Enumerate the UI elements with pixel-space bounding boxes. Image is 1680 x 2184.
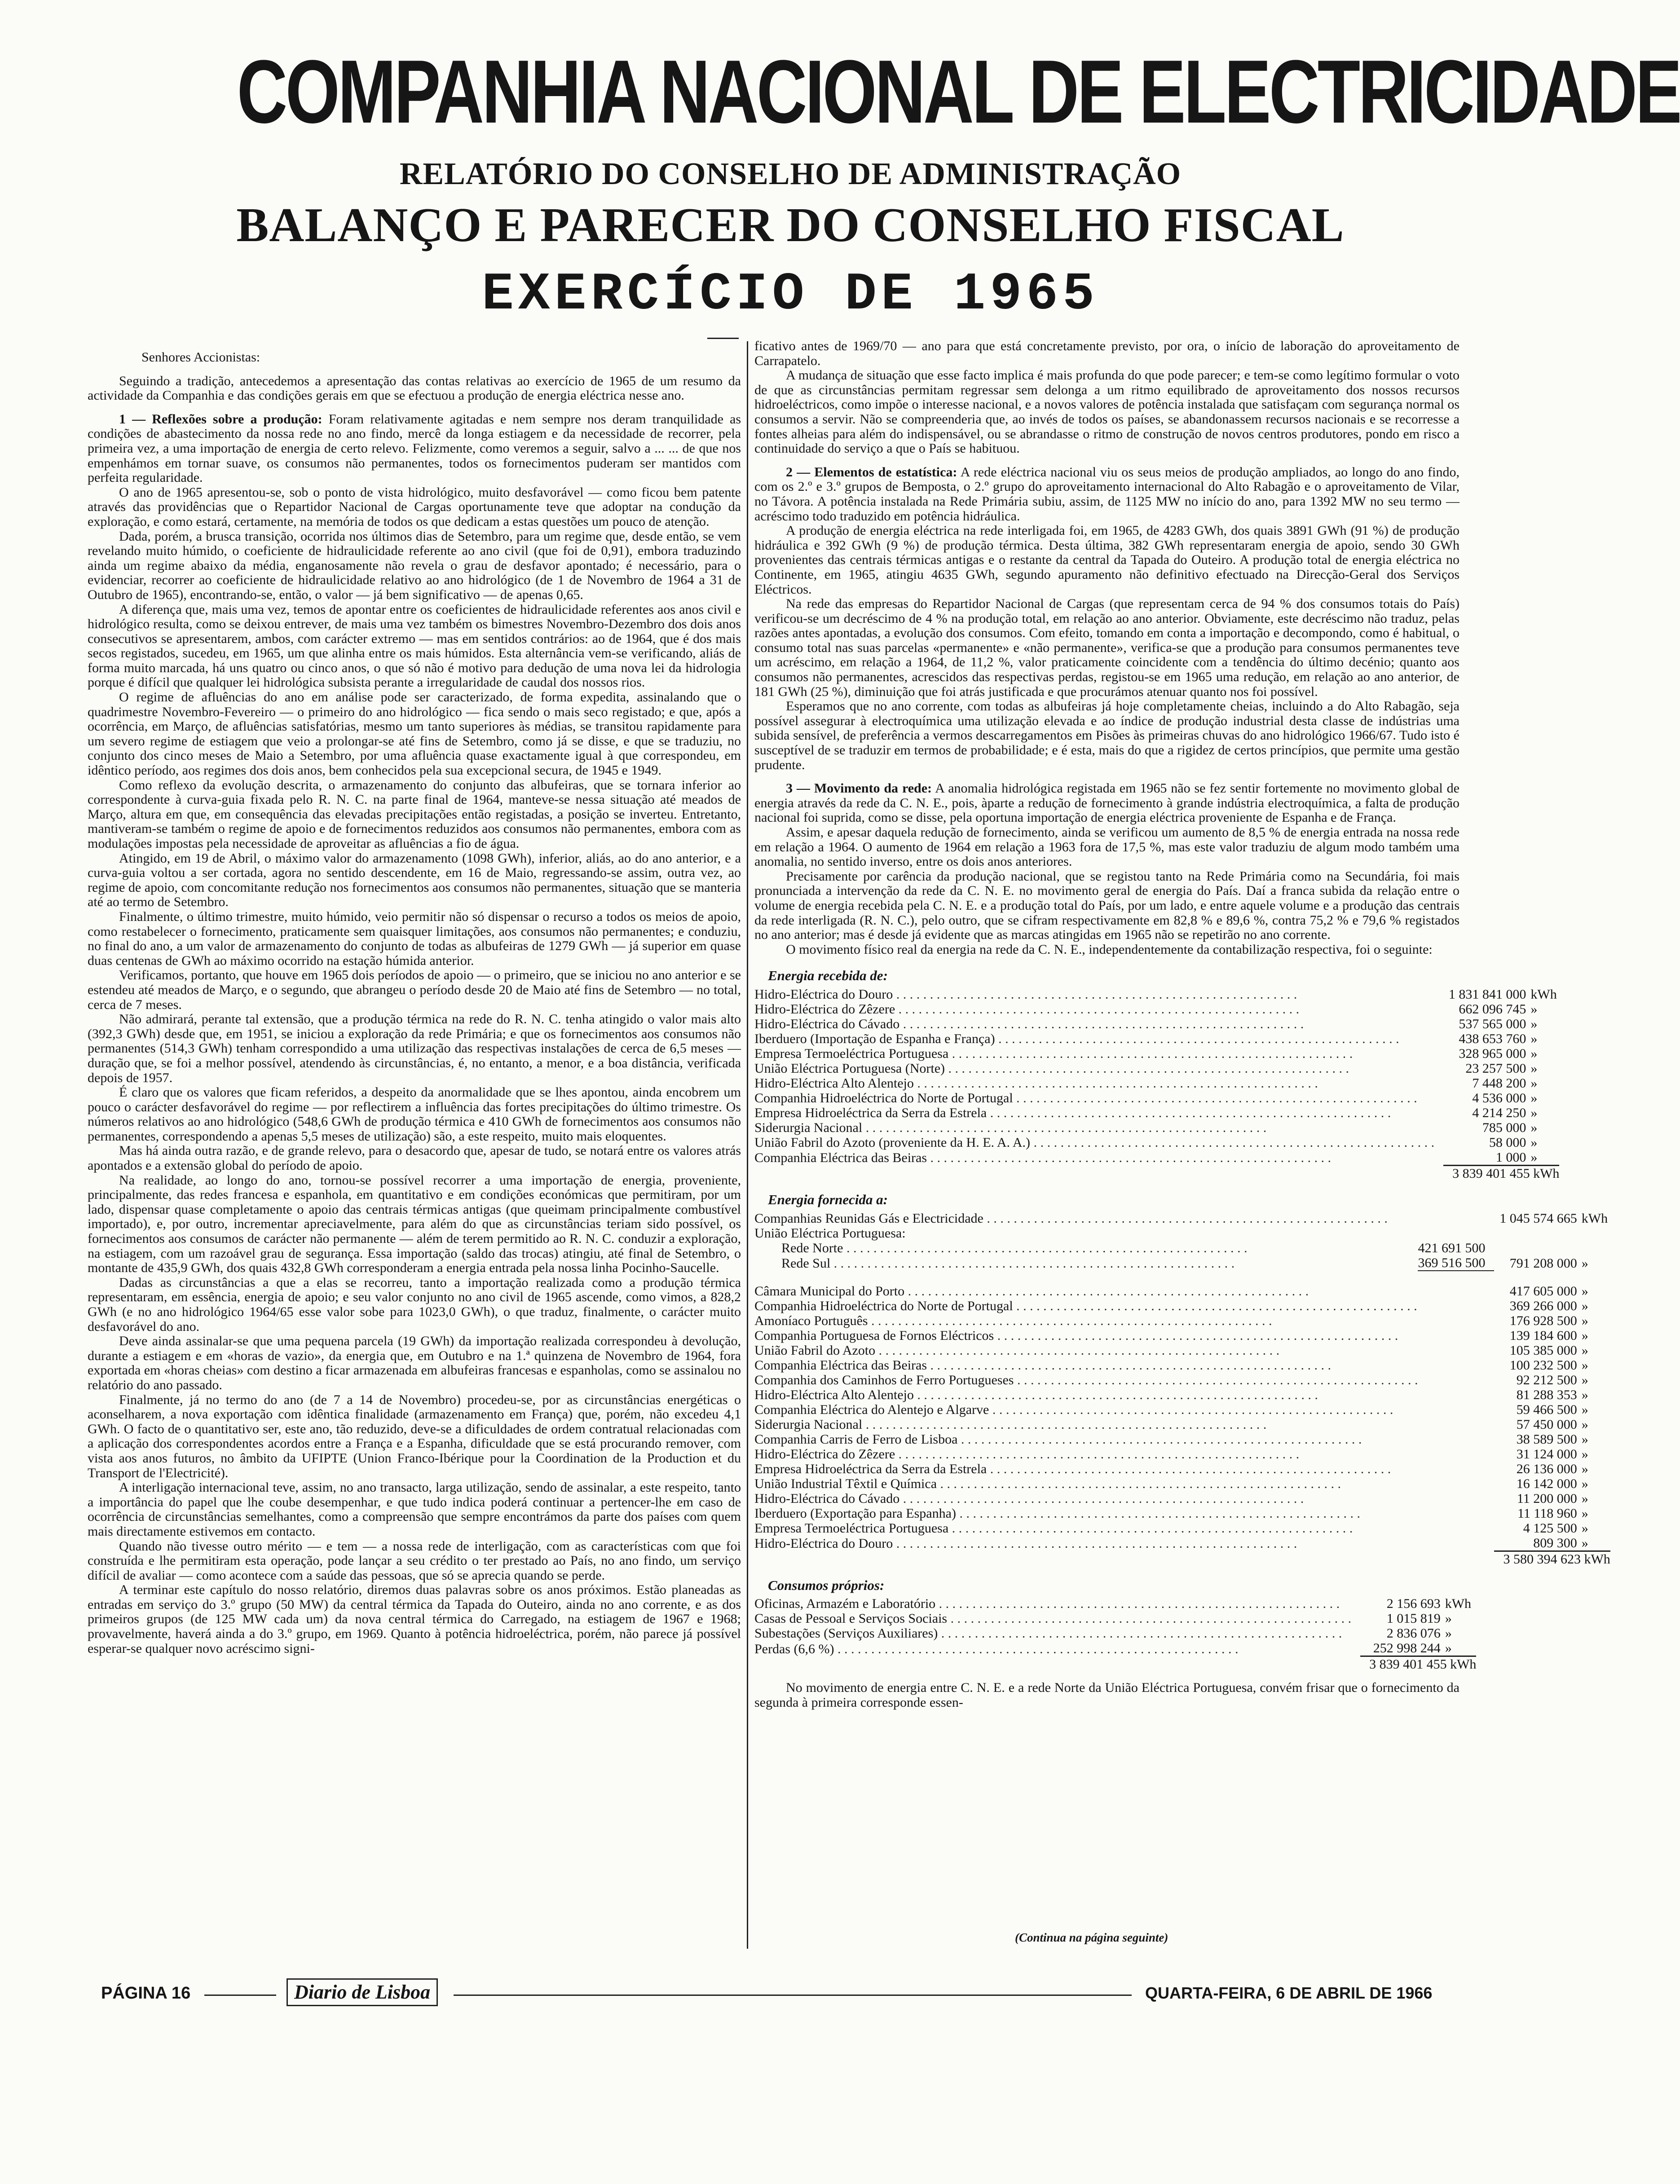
table-heading-supplied: Energia fornecida a: (768, 1191, 888, 1207)
paragraph: Esperamos que no ano corrente, com todas as albufeiras já hoje completamente cheias, incluindo a do Alto Rabagão, seja possível assegurar à electroquímica uma utilização elevada e ao índice de produção industrial desta classe de indústrias uma subida sensível, de preferência a vermos descarregamentos em Pisões às primeiras chuvas do ano hidrológico 1966/67. Tudo isto é susceptível de se traduzir em termos de probabilidade; e é esta, mais do que a rigidez de certos princípios, que permite uma gestão prudente. (754, 699, 1460, 772)
row-unit: » (1581, 1313, 1588, 1328)
paragraph: O regime de afluências do ano em análise pode ser caracterizado, de forma expedita, assinalando que o quadrimestre Novembro-Fevereiro — o primeiro do ano hidrológico — fica sendo o mais seco registado; e que, após a ocorrência, em Março, de afluências satisfatórias, mesmo um tanto superiores às médias, se transitou rapidamente para um severo regime de estiagem que veio a prolongar-se até fins de Setembro, como já se disse, e que se traduziu, no conjunto dos cinco meses de Maio a Setembro, por uma afluência quase exactamente igual à que correspondeu, em idêntico período, aos regimes dos dois anos, bem conhecidos pela sua excepcional secura, de 1945 e 1949. (88, 690, 741, 778)
section-2-paragraph: 2 — Elementos de estatística: A rede eléctrica nacional viu os seus meios de produção ampliados, ao longo do ano findo, com os 2.º e 3.º grupos de Bemposta, o 2.º grupo do aproveitamento internacional do Alto Rabagão e o aproveitamento de Vilar, no Távora. A potência instalada na Rede Primária subiu, assim, de 1125 MW no início do ano, para 1392 MW no seu termo — acréscimo todo traduzido em potência hidráulica. (754, 464, 1460, 524)
row-subvalue: 369 516 500 (1418, 1255, 1494, 1271)
section-3-heading: 3 — Movimento da rede: (786, 781, 932, 796)
row-value: 139 184 600 (1509, 1328, 1577, 1343)
row-label: União Eléctrica Portuguesa (Norte) . . . . . . . . . . . . . . . . . . . . . . . . . . . . . . . . . . . . . . . . . . . . . . . . . . . . . . . . . . . . (754, 1061, 1349, 1076)
left-column (88, 350, 741, 1656)
paragraph: Finalmente, já no termo do ano (de 7 a 14 de Novembro) procedeu-se, por as circunstâncias energéticas o aconselharem, a nova exportação com idêntica finalidade (armazenamento em França) que, porém, não excedeu 4,1 GWh. O facto de o quantitativo ser, este ano, tão reduzido, deve-se a dificuldades de ordem contratual relacionadas com a aplicação dos correspondentes acordos entre a França e a Espanha, dificuldade que se está procurando remover, com vista aos anos futuros, no âmbito da UFIPTE (Union Franco-Ibérique pour la Coordination de la Production et du Transport de l'Electricité). (88, 1392, 741, 1480)
row-label: Hidro-Eléctrica do Cávado . . . . . . . . . . . . . . . . . . . . . . . . . . . . . . . . . . . . . . . . . . . . . . . . . . . . . . . . . . . . (754, 1491, 1304, 1506)
table-row (754, 1491, 1610, 1506)
row-label: Subestações (Serviços Auxiliares) . . . . . . . . . . . . . . . . . . . . . . . . . . . . . . . . . . . . . . . . . . . . . . . . . . . . . . . . . . . . (754, 1626, 1342, 1641)
row-unit: » (1530, 1149, 1538, 1165)
paragraph: Precisamente por carência da produção nacional, que se registou tanto na Rede Primária como na Secundária, foi mais pronunciada a intervenção da rede da C. N. E. no movimento geral de energia do País. Daí a franca subida da relação entre o volume de energia recebida pela C. N. E. e a produção total do País, por um lado, e entre aquele volume e a produção das centrais da rede interligada (R. N. C.), pelo outro, que se cifram respectivamente em 82,8 % e 89,6 %, contra 75,2 % e 79,6 % registados no ano anterior; mas é desde já evidente que as marcas atingidas em 1965 não se repetirão no ano corrente. (754, 868, 1460, 942)
row-label: Iberduero (Importação de Espanha e França) . . . . . . . . . . . . . . . . . . . . . . . . . . . . . . . . . . . . . . . . . . . . . . . . . . . . . . . . . . . . (754, 1031, 1399, 1046)
row-label: Hidro-Eléctrica do Zêzere . . . . . . . . . . . . . . . . . . . . . . . . . . . . . . . . . . . . . . . . . . . . . . . . . . . . . . . . . . . . (754, 1446, 1300, 1462)
issue-date: QUARTA-FEIRA, 6 DE ABRIL DE 1966 (1145, 1984, 1433, 2002)
paragraph: Finalmente, o último trimestre, muito húmido, veio permitir não só dispensar o recurso a todos os meios de apoio, como restabelecer o fornecimento, praticamente sem quaisquer limitações, aos consumos não permanentes; e conduziu, no final do ano, a um valor de armazenamento do conjunto de todas as albufeiras de 1279 GWh — já superior em quase duas centenas de GWh ao máximo ocorrido na estação húmida anterior. (88, 909, 741, 968)
paragraph: Mas há ainda outra razão, e de grande relevo, para o desacordo que, apesar de tudo, se notará entre os valores atrás apontados e a extensão global do período de apoio. (88, 1143, 741, 1173)
row-label: Perdas (6,6 %) . . . . . . . . . . . . . . . . . . . . . . . . . . . . . . . . . . . . . . . . . . . . . . . . . . . . . . . . . . . . (754, 1641, 1239, 1656)
table-row (754, 1387, 1610, 1402)
row-value: 7 448 200 (1472, 1075, 1526, 1091)
row-unit: » (1530, 1105, 1538, 1120)
row-label: Companhias Reunidas Gás e Electricidade . . . . . . . . . . . . . . . . . . . . . . . . . . . . . . . . . . . . . . . . . . . . . . . . . . . . . . . . . . . . (754, 1211, 1388, 1226)
row-unit: » (1581, 1328, 1588, 1343)
table-row (754, 1626, 1476, 1641)
row-label: Amoníaco Português . . . . . . . . . . . . . . . . . . . . . . . . . . . . . . . . . . . . . . . . . . . . . . . . . . . . . . . . . . . . (754, 1313, 1272, 1328)
paragraph: O ano de 1965 apresentou-se, sob o ponto de vista hidrológico, muito desfavorável — como ficou bem patente através das providências que o Repartidor Nacional de Cargas oportunamente teve que adoptar na condução da exploração, e como estará, certamente, na memória de todos os que dedicam a estas questões um pouco de atenção. (88, 484, 741, 529)
table-row (754, 1417, 1610, 1432)
table-total-row (754, 1656, 1476, 1672)
table-total: 3 839 401 455 kWh (1443, 1165, 1559, 1181)
row-value: 26 136 000 (1516, 1461, 1577, 1476)
row-value: 176 928 500 (1509, 1313, 1577, 1328)
row-unit: » (1581, 1417, 1588, 1432)
table-row (754, 1536, 1610, 1551)
row-unit: » (1581, 1255, 1588, 1271)
paragraph: Dadas as circunstâncias a que a elas se recorreu, tanto a importação realizada como a produção térmica representaram, em essência, energia de apoio; e seu valor conjunto no ano civil de 1965 ascende, como vimos, a 828,2 GWh (e no ano hidrológico 1964/65 esse valor sobe para 1023,0 GWh), o que traduz, finalmente, o carácter muito desfavorável do ano. (88, 1275, 741, 1334)
row-value: 662 096 745 (1459, 1001, 1526, 1017)
row-label: Hidro-Eléctrica Alto Alentejo . . . . . . . . . . . . . . . . . . . . . . . . . . . . . . . . . . . . . . . . . . . . . . . . . . . . . . . . . . . . (754, 1387, 1318, 1402)
paragraph: Não admirará, perante tal extensão, que a produção térmica na rede do R. N. C. tenha atingido o valor mais alto (392,3 GWh) desde que, em 1951, se iniciou a exploração da rede Primária; e que os fornecimentos aos consumos não permanentes (514,3 GWh) tenham correspondido a uma utilização das respectivas instalações de cerca de 6,5 meses — duração que, se foi a melhor possível, atendendo às circunstâncias, é, no entanto, a menor, e a boa distância, verificada depois de 1957. (88, 1012, 741, 1085)
paragraph: Dada, porém, a brusca transição, ocorrida nos últimos dias de Setembro, para um regime que, desde então, se vem revelando muito húmido, o coeficiente de hidraulicidade referente ao ano civil (que foi de 0,91), embora traduzindo ainda um regime abaixo da média, enganosamente não revela o grau de desfavor apontado; é necessário, para o evidenciar, recorrer ao coeficiente de hidraulicidade relativo ao ano hidrológico (de 1 de Novembro de 1964 a 31 de Outubro de 1965), encontrando-se, então, o valor — já bem significativo — de apenas 0,65. (88, 528, 741, 602)
row-label: Empresa Termoeléctrica Portuguesa . . . . . . . . . . . . . . . . . . . . . . . . . . . . . . . . . . . . . . . . . . . . . . . . . . . . . . . . . . . . (754, 1046, 1353, 1061)
table-row (754, 1076, 1559, 1091)
row-value: 100 232 500 (1509, 1357, 1577, 1373)
row-value: 369 266 000 (1509, 1298, 1577, 1313)
row-unit: » (1581, 1520, 1588, 1536)
row-value: 252 998 244 (1373, 1641, 1441, 1656)
table-row (754, 1373, 1610, 1387)
row-value: 23 257 500 (1465, 1061, 1526, 1076)
paragraph: O movimento físico real da energia na rede da C. N. E., independentemente da contabilização respectiva, foi o seguinte: (786, 942, 1433, 957)
header-divider (707, 338, 739, 339)
row-label: Companhia Eléctrica das Beiras . . . . . . . . . . . . . . . . . . . . . . . . . . . . . . . . . . . . . . . . . . . . . . . . . . . . . . . . . . . . (754, 1357, 1332, 1373)
paragraph: Quando não tivesse outro mérito — e tem — a nossa rede de interligação, com as características com que foi construída e lhe permitiram esta operação, pode lançar a seu crédito o ter prestado ao País, no ano findo, um serviço difícil de avaliar — como acontece com a saúde das pessoas, que só se aprecia quando se perde. (88, 1538, 741, 1583)
table-row (754, 1061, 1559, 1076)
newspaper-name: Diario de Lisboa (287, 1978, 438, 2006)
row-value: 92 212 500 (1516, 1372, 1577, 1387)
row-label: Companhia Hidroeléctrica do Norte de Portugal . . . . . . . . . . . . . . . . . . . . . . . . . . . . . . . . . . . . . . . . . . . . . . . . . . . . . . . . . . . . (754, 1298, 1417, 1313)
row-value: 16 142 000 (1516, 1476, 1577, 1491)
paragraph: Deve ainda assinalar-se que uma pequena parcela (19 GWh) da importação realizada correspondeu à devolução, durante a estiagem e em «horas de vazio», da energia que, em Outubro e na 1.ª quinzena de Novembro de 1964, fora exportada em «horas cheias» com destino a ficar armazenada em albufeiras francesas e espanholas, como se assinalou no relatório do ano passado. (88, 1334, 741, 1392)
paragraph: Como reflexo da evolução descrita, o armazenamento do conjunto das albufeiras, que se tornara inferior ao correspondente à curva-guia fixada pelo R. N. C. na parte final de 1964, manteve-se nessa situação até meados de Março, altura em que, em consequência das elevadas precipitações então registadas, a posição se inverteu. Entretanto, mantiveram-se também o regime de apoio e de fornecimentos reduzidos aos consumos não permanentes, embora com as modulações impostas pela necessidade de aproveitar as afluências a fio de água. (88, 777, 741, 851)
row-unit: » (1530, 1120, 1538, 1135)
table-row (754, 1211, 1610, 1226)
row-value: 11 118 960 (1517, 1506, 1577, 1521)
row-value: 2 156 693 (1386, 1596, 1441, 1612)
row-value: 328 965 000 (1459, 1046, 1526, 1061)
row-value: 105 385 000 (1509, 1343, 1577, 1358)
row-label: Companhia Portuguesa de Fornos Eléctricos . . . . . . . . . . . . . . . . . . . . . . . . . . . . . . . . . . . . . . . . . . . . . . . . . . . . . . . . . . . . (754, 1328, 1398, 1343)
row-label: Rede Norte . . . . . . . . . . . . . . . . . . . . . . . . . . . . . . . . . . . . . . . . . . . . . . . . . . . . . . . . . . . . (781, 1240, 1248, 1255)
row-value: 81 288 353 (1516, 1387, 1577, 1402)
row-value: 4 125 500 (1523, 1520, 1577, 1536)
row-value: 1 015 819 (1386, 1611, 1441, 1626)
section-2-heading: 2 — Elementos de estatística: (786, 464, 957, 480)
continued-note: (Continua na página seguinte) (1015, 1931, 1169, 1944)
row-value: 2 836 076 (1386, 1626, 1441, 1641)
row-label: Oficinas, Armazém e Laboratório . . . . . . . . . . . . . . . . . . . . . . . . . . . . . . . . . . . . . . . . . . . . . . . . . . . . . . . . . . . . (754, 1596, 1340, 1612)
table-row (754, 1002, 1559, 1017)
row-value: 438 653 760 (1459, 1031, 1526, 1046)
row-label: União Industrial Têxtil e Química . . . . . . . . . . . . . . . . . . . . . . . . . . . . . . . . . . . . . . . . . . . . . . . . . . . . . . . . . . . . (754, 1476, 1341, 1491)
table-row (754, 987, 1559, 1002)
row-label: Empresa Hidroeléctrica da Serra da Estrela . . . . . . . . . . . . . . . . . . . . . . . . . . . . . . . . . . . . . . . . . . . . . . . . . . . . . . . . . . . . (754, 1105, 1391, 1120)
table-heading-own-consumption: Consumos próprios: (768, 1577, 885, 1593)
row-label: União Eléctrica Portuguesa: (754, 1225, 906, 1241)
row-value: 1 000 (1495, 1149, 1526, 1165)
row-label: Hidro-Eléctrica do Cávado . . . . . . . . . . . . . . . . . . . . . . . . . . . . . . . . . . . . . . . . . . . . . . . . . . . . . . . . . . . . (754, 1016, 1304, 1031)
table-row (754, 1641, 1476, 1656)
table-row (754, 1031, 1559, 1046)
table-row (754, 1313, 1610, 1328)
row-unit: » (1530, 1135, 1538, 1150)
row-label: Casas de Pessoal e Serviços Sociais . . . . . . . . . . . . . . . . . . . . . . . . . . . . . . . . . . . . . . . . . . . . . . . . . . . . . . . . . . . . (754, 1611, 1352, 1626)
table-row (754, 1611, 1476, 1626)
table-row (754, 1091, 1559, 1105)
row-unit: » (1581, 1461, 1588, 1476)
row-unit: » (1581, 1402, 1588, 1417)
row-unit: » (1581, 1357, 1588, 1373)
page-number: PÁGINA 16 (101, 1984, 191, 2003)
row-label: Rede Sul . . . . . . . . . . . . . . . . . . . . . . . . . . . . . . . . . . . . . . . . . . . . . . . . . . . . . . . . . . . . (781, 1255, 1235, 1271)
row-unit: » (1530, 1001, 1538, 1017)
table-row (754, 1343, 1610, 1358)
table-row (754, 1135, 1559, 1150)
row-unit: » (1581, 1298, 1588, 1313)
row-value: 1 045 574 665 (1499, 1211, 1577, 1226)
row-unit: » (1530, 1046, 1538, 1061)
table-total-row (754, 1165, 1559, 1181)
table-row (754, 1017, 1559, 1031)
row-value: 4 214 250 (1472, 1105, 1526, 1120)
intro-paragraph: Seguindo a tradição, antecedemos a apresentação das contas relativas ao exercício de 1965 de um resumo da actividade da Companhia e das condições gerais em que se efectuou a produção de energia eléctrica nesse ano. (88, 373, 741, 403)
table-row (754, 1432, 1610, 1447)
table-row (754, 1226, 1610, 1241)
energy-supplied-table (754, 1211, 1610, 1567)
table-row (754, 1255, 1610, 1271)
page-title: COMPANHIA NACIONAL DE ELECTRICIDADE (237, 42, 1680, 142)
row-unit: » (1445, 1611, 1452, 1626)
row-label: Companhia Carris de Ferro de Lisboa . . . . . . . . . . . . . . . . . . . . . . . . . . . . . . . . . . . . . . . . . . . . . . . . . . . . . . . . . . . . (754, 1431, 1362, 1447)
row-label: Companhia Eléctrica das Beiras . . . . . . . . . . . . . . . . . . . . . . . . . . . . . . . . . . . . . . . . . . . . . . . . . . . . . . . . . . . . (754, 1150, 1332, 1166)
footer-rule (454, 1995, 1132, 1996)
table-row (754, 1241, 1610, 1255)
row-unit: » (1581, 1283, 1588, 1299)
table-row (754, 1150, 1559, 1166)
row-unit: kWh (1530, 986, 1557, 1002)
table-total: 3 839 401 455 kWh (1360, 1656, 1476, 1672)
row-label: União Fabril do Azoto . . . . . . . . . . . . . . . . . . . . . . . . . . . . . . . . . . . . . . . . . . . . . . . . . . . . . . . . . . . . (754, 1343, 1280, 1358)
table-row (754, 1299, 1610, 1313)
row-value: 785 000 (1482, 1120, 1526, 1135)
row-unit: » (1581, 1431, 1588, 1447)
row-value: 38 589 500 (1516, 1431, 1577, 1447)
row-label: Câmara Municipal do Porto . . . . . . . . . . . . . . . . . . . . . . . . . . . . . . . . . . . . . . . . . . . . . . . . . . . . . . . . . . . . (754, 1283, 1309, 1299)
row-label: Siderurgia Nacional . . . . . . . . . . . . . . . . . . . . . . . . . . . . . . . . . . . . . . . . . . . . . . . . . . . . . . . . . . . . (754, 1417, 1267, 1432)
energy-received-table (754, 987, 1559, 1181)
row-value: 809 300 (1533, 1535, 1577, 1550)
row-label: Companhia Hidroeléctrica do Norte de Portugal . . . . . . . . . . . . . . . . . . . . . . . . . . . . . . . . . . . . . . . . . . . . . . . . . . . . . . . . . . . . (754, 1090, 1417, 1105)
paragraph: A terminar este capítulo do nosso relatório, diremos duas palavras sobre os anos próximos. Estão planeadas as entradas em serviço do 3.º grupo (50 MW) da central térmica da Tapada do Outeiro, ainda no ano corrente, e as dos primeiros grupos (de 125 MW cada um) da nova central térmica do Carregado, na estiagem de 1967 e 1968; provavelmente, haverá ainda a do 3.º grupo, em 1969. Quanto à potência hidroeléctrica, porém, não parece já possível esperar-se qualquer novo acréscimo signi- (88, 1582, 741, 1656)
row-label: Hidro-Eléctrica do Douro . . . . . . . . . . . . . . . . . . . . . . . . . . . . . . . . . . . . . . . . . . . . . . . . . . . . . . . . . . . . (754, 1536, 1297, 1551)
row-label: Siderurgia Nacional . . . . . . . . . . . . . . . . . . . . . . . . . . . . . . . . . . . . . . . . . . . . . . . . . . . . . . . . . . . . (754, 1120, 1267, 1135)
row-value: 11 200 000 (1517, 1491, 1577, 1506)
table-row (754, 1105, 1559, 1120)
salutation: Senhores Accionistas: (141, 350, 260, 365)
row-unit: » (1445, 1626, 1452, 1641)
row-unit: » (1445, 1641, 1452, 1656)
row-unit: » (1581, 1343, 1588, 1358)
row-label: Iberduero (Exportação para Espanha) . . . . . . . . . . . . . . . . . . . . . . . . . . . . . . . . . . . . . . . . . . . . . . . . . . . . . . . . . . . . (754, 1506, 1360, 1521)
table-row (754, 1046, 1559, 1061)
row-value: 791 208 000 (1509, 1255, 1577, 1271)
subtitle-report: RELATÓRIO DO CONSELHO DE ADMINISTRAÇÃO (399, 157, 1182, 191)
row-label: Companhia Eléctrica do Alentejo e Algarve . . . . . . . . . . . . . . . . . . . . . . . . . . . . . . . . . . . . . . . . . . . . . . . . . . . . . . . . . . . . (754, 1402, 1393, 1417)
row-label: Hidro-Eléctrica do Douro . . . . . . . . . . . . . . . . . . . . . . . . . . . . . . . . . . . . . . . . . . . . . . . . . . . . . . . . . . . . (754, 986, 1297, 1002)
row-value: 4 536 000 (1472, 1090, 1526, 1105)
row-unit: kWh (1445, 1596, 1472, 1612)
paragraph: A interligação internacional teve, assim, no ano transacto, larga utilização, sendo de assinalar, a este respeito, tanto a importância do papel que lhe coube desempenhar, e que tudo indica poderá continuar a pertencer-lhe em caso de ocorrência de circunstâncias semelhantes, como a compreensão que sempre encontrámos da parte dos países com quem mais directamente estivemos em contacto. (88, 1480, 741, 1539)
row-unit: kWh (1581, 1211, 1608, 1226)
own-consumption-table (754, 1596, 1476, 1672)
paragraph: Assim, e apesar daquela redução de fornecimento, ainda se verificou um aumento de 8,5 % de energia entrada na nossa rede em relação a 1964. O aumento de 1964 em relação a 1963 fora de 17,5 %, mas este valor traduziu de algum modo também uma anomalia, no sentido inverso, entre os dois anos anteriores. (754, 825, 1460, 869)
row-unit: » (1530, 1061, 1538, 1076)
row-unit: » (1530, 1075, 1538, 1091)
paragraph: Na realidade, ao longo do ano, tornou-se possível recorrer a uma importação de energia, proveniente, principalmente, das redes francesa e espanhola, em quantitativo e em condições económicas que permitiram, por um lado, dispensar quase completamente o apoio das centrais térmicas antigas (que queimam principalmente combustível importado), e, por outro, incrementar apreciavelmente, para além do que as circunstâncias teriam sido possível, os fornecimentos aos consumos de carácter não permanente — além de terem permitido ao R. N. C. conduzir a exploração, na estiagem, com um razoável grau de segurança. Essa importação (saldo das trocas) atingiu, até final de Setembro, o montante de 435,9 GWh, dos quais 432,8 GWh corresponderam a energia entrada pela nossa linha Pocinho-Saucelle. (88, 1172, 741, 1276)
row-value: 1 831 841 000 (1448, 986, 1526, 1002)
table-row (754, 1328, 1610, 1343)
table-row (754, 1402, 1610, 1417)
section-1-paragraph: 1 — Reflexões sobre a produção: Foram relativamente agitadas e nem sempre nos deram tranquilidade as condições de abastecimento da nossa rede no ano findo, mercê da longa estiagem e da necessidade de recorrer, pela primeira vez, a uma importação de energia de certo relevo. Felizmente, como veremos a seguir, salvo a ... ... de que nos empenhámos em tornar suave, os consumos não permanentes, todos os fornecimentos puderam ser mantidos com perfeita regularidade. (88, 411, 741, 485)
row-unit: » (1581, 1491, 1588, 1506)
column-divider (747, 341, 748, 1949)
paragraph: Verificamos, portanto, que houve em 1965 dois períodos de apoio — o primeiro, que se iniciou no ano anterior e se estendeu até meados de Março, e o segundo, que abrangeu o período desde 20 de Maio até fins de Setembro — no total, cerca de 7 meses. (88, 968, 741, 1012)
table-heading-received: Energia recebida de: (768, 968, 888, 984)
section-1-heading: 1 — Reflexões sobre a produção: (119, 411, 322, 427)
row-unit: » (1581, 1446, 1588, 1462)
row-label: Hidro-Eléctrica do Zêzere . . . . . . . . . . . . . . . . . . . . . . . . . . . . . . . . . . . . . . . . . . . . . . . . . . . . . . . . . . . . (754, 1001, 1300, 1017)
row-subvalue: 421 691 500 (1418, 1240, 1486, 1255)
row-unit: » (1581, 1506, 1588, 1521)
row-unit: » (1581, 1372, 1588, 1387)
row-value: 58 000 (1489, 1135, 1526, 1150)
right-column (754, 339, 1610, 1710)
row-label: Empresa Hidroeléctrica da Serra da Estrela . . . . . . . . . . . . . . . . . . . . . . . . . . . . . . . . . . . . . . . . . . . . . . . . . . . . . . . . . . . . (754, 1461, 1391, 1476)
table-row (754, 1447, 1610, 1462)
subtitle-balance: BALANÇO E PARECER DO CONSELHO FISCAL (236, 198, 1345, 252)
row-unit: » (1530, 1016, 1538, 1031)
row-value: 417 605 000 (1509, 1283, 1577, 1299)
paragraph: Na rede das empresas do Repartidor Nacional de Cargas (que representam cerca de 94 % dos consumos totais do País) verificou-se um decréscimo de 4 % na produção total, em relação ao ano anterior. Obviamente, este decréscimo não traduz, pelas razões antes apontadas, a evolução dos consumos. Com efeito, tomando em conta a importação e decompondo, como é habitual, o consumo total nas suas parcelas «permanente» e «não permanente», verifica-se que a produção para consumos permanentes teve um acréscimo, em relação a 1964, de 11,2 %, valor praticamente coincidente com a tendência do último decénio; quanto aos consumos não permanentes, acrescidos das respectivas perdas, registou-se em 1965 uma redução, em relação ao ano anterior, de 181 GWh (25 %), diminuição que foi atrás justificada e que procurámos atenuar quanto nos foi possível. (754, 596, 1460, 699)
row-label: Empresa Termoeléctrica Portuguesa . . . . . . . . . . . . . . . . . . . . . . . . . . . . . . . . . . . . . . . . . . . . . . . . . . . . . . . . . . . . (754, 1520, 1353, 1536)
row-label: União Fabril do Azoto (proveniente da H. E. A. A.) . . . . . . . . . . . . . . . . . . . . . . . . . . . . . . . . . . . . . . . . . . . . . . . . . . . . . . . . . . . . (754, 1135, 1435, 1150)
table-row (754, 1120, 1559, 1135)
row-unit: » (1581, 1476, 1588, 1491)
row-value: 57 450 000 (1516, 1417, 1577, 1432)
paragraph: É claro que os valores que ficam referidos, a despeito da anormalidade que se lhes apontou, ainda encobrem um pouco o carácter desfavorável do regime — por reflectirem a influência das fortes precipitações do último trimestre. Os números relativos ao ano hidrológico (548,6 GWh de produção térmica e 410 GWh de fornecimentos aos consumos não permanentes, correspondendo a apenas 5,5 meses de utilização) são, a este respeito, muito mais eloquentes. (88, 1085, 741, 1144)
table-total-row (754, 1551, 1610, 1567)
footer-rule (204, 1995, 276, 1996)
paragraph: A diferença que, mais uma vez, temos de apontar entre os coeficientes de hidraulicidade referentes aos anos civil e hidrológico resulta, como se deixou entrever, de mais uma vez também os bimestres Novembro-Dezembro dos dois anos consecutivos se apresentarem, ambos, com carácter extremo — mas em sentidos contrários: ao de 1964, que é dos mais secos registados, sucedeu, em 1965, um que alinha entre os mais húmidos. Esta alternância vem-se verificando, aliás de forma muito marcada, há uns quatro ou cinco anos, o que só não é motivo para dedução de uma nova lei da hidrologia porque é difícil que qualquer lei hidrológica subsista perante a irregularidade de caudal dos nossos rios. (88, 602, 741, 690)
table-total: 3 580 394 623 kWh (1494, 1551, 1610, 1567)
paragraph: A produção de energia eléctrica na rede interligada foi, em 1965, de 4283 GWh, dos quais 3891 GWh (91 %) de produção hidráulica e 392 GWh (9 %) de produção térmica. Desta última, 382 GWh representaram energia de apoio, sendo 30 GWh provenientes das centrais térmicas antigas e o restante da central da Tapada do Outeiro. A produção total de energia eléctrica no Continente, em 1965, atingiu 4635 GWh, segundo apuramento não definitivo efectuado na Direcção-Geral dos Serviços Eléctricos. (754, 523, 1460, 597)
closing-paragraph: No movimento de energia entre C. N. E. e a rede Norte da União Eléctrica Portuguesa, convém frisar que o fornecimento da segunda à primeira corresponde essen- (754, 1680, 1460, 1710)
table-row (754, 1506, 1610, 1521)
paragraph: A mudança de situação que esse facto implica é mais profunda do que pode parecer; e tem-se como legítimo formular o voto de que as circunstâncias permitam regressar sem delonga a um ritmo equilibrado de aproveitamento dos nossos recursos hidroeléctricos, como impõe o interesse nacional, e a novos valores de potência instalada que satisfaçam com segurança normal os consumos a servir. Não se compreenderia que, ao invés de todos os países, se abandonassem recursos nacionais e se recorresse a fontes alheias para além do indispensável, ou se abrandasse o ritmo de construção de novos centros produtores, pondo em risco a continuidade do serviço a que o País se habituou. (754, 368, 1460, 456)
row-value: 31 124 000 (1516, 1446, 1577, 1462)
row-unit: » (1581, 1535, 1588, 1550)
table-row (754, 1358, 1610, 1373)
paragraph: Atingido, em 19 de Abril, o máximo valor do armazenamento (1098 GWh), inferior, aliás, ao do ano anterior, e a curva-guia voltou a ser cortada, agora no sentido descendente, em 16 de Maio, regressando-se assim, outra vez, ao regime de apoio, com concomitante redução nos fornecimentos aos consumos não permanentes, situação que se manteria até ao termo de Setembro. (88, 850, 741, 910)
row-unit: » (1530, 1090, 1538, 1105)
row-label: Companhia dos Caminhos de Ferro Portugueses . . . . . . . . . . . . . . . . . . . . . . . . . . . . . . . . . . . . . . . . . . . . . . . . . . . . . . . . . . . . (754, 1372, 1418, 1387)
table-row (754, 1284, 1610, 1299)
table-row (754, 1521, 1610, 1536)
row-label: Hidro-Eléctrica Alto Alentejo . . . . . . . . . . . . . . . . . . . . . . . . . . . . . . . . . . . . . . . . . . . . . . . . . . . . . . . . . . . . (754, 1075, 1318, 1091)
subtitle-exercise: EXERCÍCIO DE 1965 (482, 265, 1099, 325)
section-3-paragraph: 3 — Movimento da rede: A anomalia hidrológica registada em 1965 não se fez sentir fortemente no movimento global de energia através da rede da C. N. E., pois, àparte a redução de fornecimento à grande indústria electroquímica, a falta de produção nacional foi suprida, como se disse, pela oportuna importação de energia eléctrica proveniente de Espanha e de França. (754, 781, 1460, 825)
table-row (754, 1462, 1610, 1476)
paragraph: ficativo antes de 1969/70 — ano para que está concretamente previsto, por ora, o início de laboração do aproveitamento de Carrapatelo. (754, 339, 1460, 368)
row-value: 537 565 000 (1459, 1016, 1526, 1031)
row-value: 59 466 500 (1516, 1402, 1577, 1417)
row-unit: » (1530, 1031, 1538, 1046)
row-unit: » (1581, 1387, 1588, 1402)
table-row (754, 1596, 1476, 1611)
table-row (754, 1476, 1610, 1491)
